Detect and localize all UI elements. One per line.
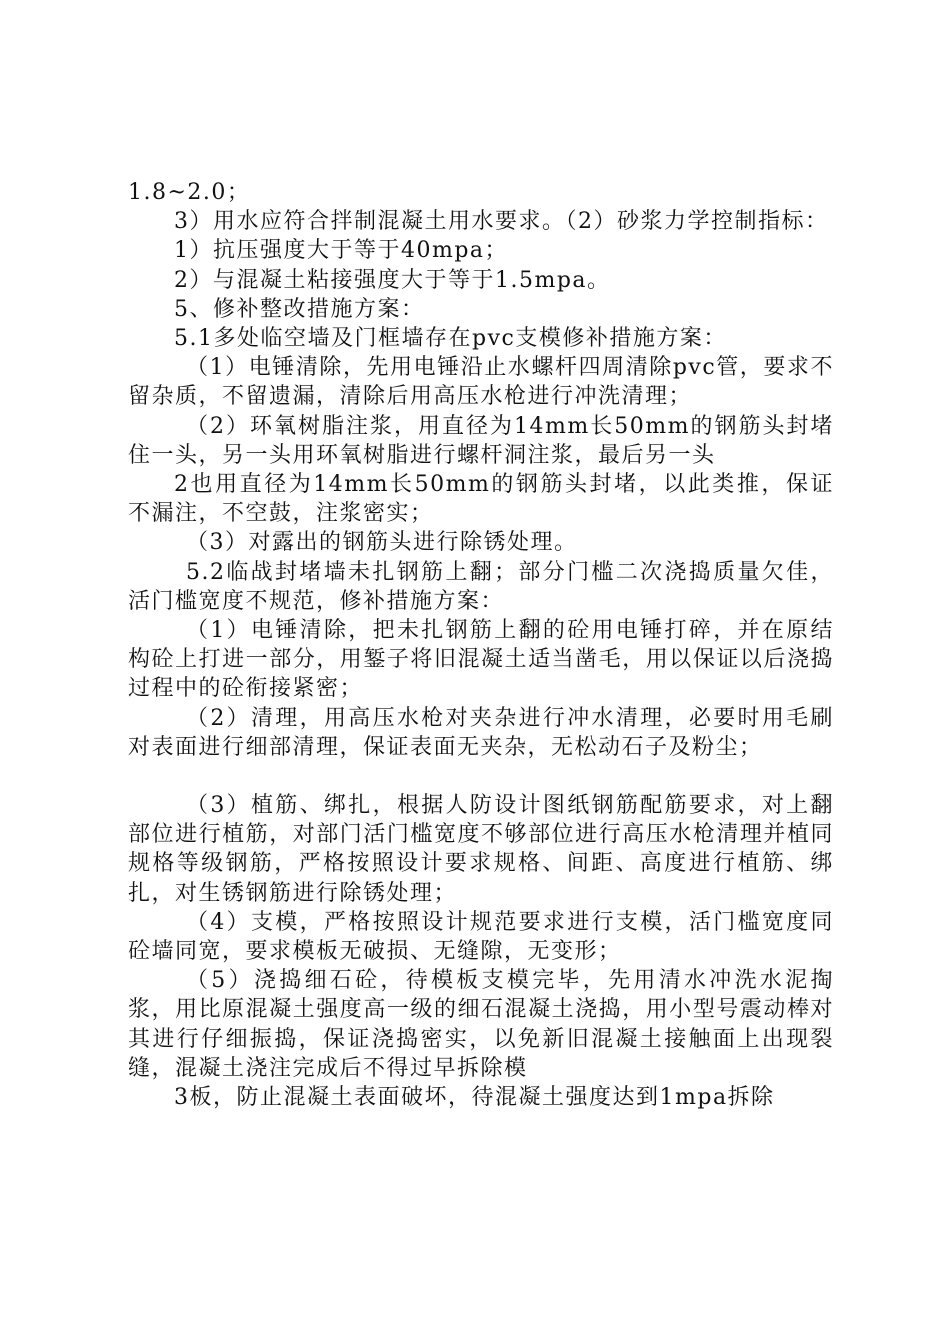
paragraph: （3）植筋、绑扎，根据人防设计图纸钢筋配筋要求，对上翻部位进行植筋，对部门活门槛宽度不够部位进行高压水枪清理并植同规格等级钢筋，严格按照设计要求规格、间距、高度进行植筋、绑扎，对生锈钢筋进行除锈处理； <box>128 793 834 906</box>
paragraph: （1）电锤清除，把未扎钢筋上翻的砼用电锤打碎，并在原结构砼上打进一部分，用錾子将旧混凝土适当凿毛，用以保证以后浇捣过程中的砼衔接紧密； <box>128 618 834 702</box>
paragraph: 5.2临战封堵墙未扎钢筋上翻；部分门槛二次浇捣质量欠佳，活门槛宽度不规范，修补措施方案： <box>128 559 834 614</box>
paragraph-spacer <box>128 762 834 791</box>
paragraph: （3）对露出的钢筋头进行除锈处理。 <box>186 530 578 556</box>
paragraph: 2也用直径为14mm长50mm的钢筋头封堵，以此类推，保证不漏注，不空鼓，注浆密实； <box>128 472 834 527</box>
paragraph: （2）环氧树脂注浆，用直径为14mm长50mm的钢筋头封堵住一头，另一头用环氧树脂进行螺杆洞注浆，最后另一头 <box>128 413 834 468</box>
paragraph: 1.8~2.0； <box>128 180 251 205</box>
paragraph: 3）用水应符合拌制混凝土用水要求。（2）砂浆力学控制指标： <box>174 209 829 235</box>
paragraph: 3板，防止混凝土表面破坏，待混凝土强度达到1mpa拆除 <box>174 1085 775 1111</box>
paragraph: （5）浇捣细石砼，待模板支模完毕，先用清水冲洗水泥掏浆，用比原混凝土强度高一级的细石混凝土浇捣，用小型号震动棒对其进行仔细振捣，保证浇捣密实，以免新旧混凝土接触面上出现裂缝，混凝土浇注完成后不得过早拆除模 <box>128 968 834 1081</box>
document-body <box>128 178 834 1112</box>
paragraph: 1）抗压强度大于等于40mpa； <box>174 238 509 264</box>
paragraph: 2）与混凝土粘接强度大于等于1.5mpa。 <box>174 267 611 293</box>
paragraph: （4）支模，严格按照设计规范要求进行支模，活门槛宽度同砼墙同宽，要求模板无破损、无缝隙，无变形； <box>128 909 834 965</box>
paragraph: 5、修补整改措施方案： <box>174 296 425 322</box>
paragraph: （2）清理，用高压水枪对夹杂进行冲水清理，必要时用毛刷对表面进行细部清理，保证表面无夹杂，无松动石子及粉尘； <box>128 705 834 760</box>
paragraph: 5.1多处临空墙及门框墙存在pvc支模修补措施方案： <box>174 326 727 352</box>
paragraph: （1）电锤清除，先用电锤沿止水螺杆四周清除pvc管，要求不留杂质，不留遗漏，清除后用高压水枪进行冲洗清理； <box>128 355 834 410</box>
